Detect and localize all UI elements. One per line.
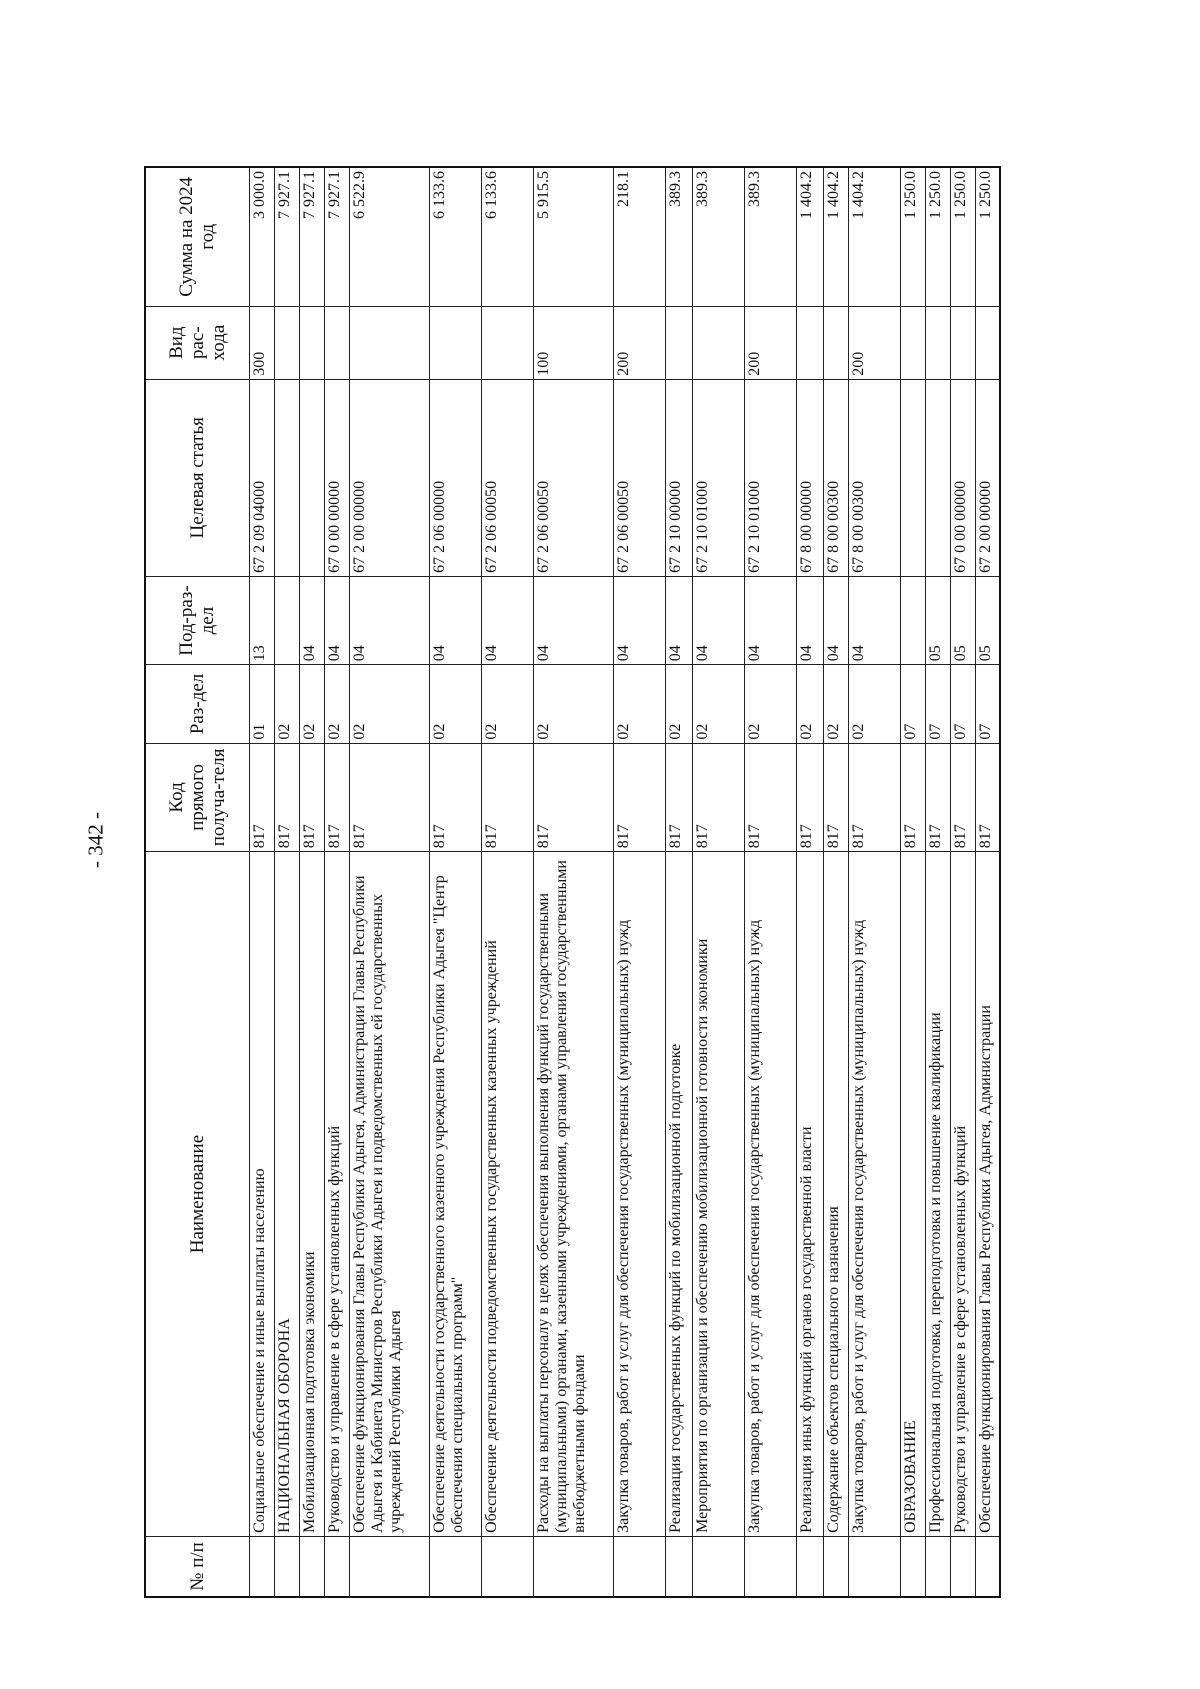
cell-target: 67 0 00 00000 [950,379,975,576]
cell-code: 817 [692,743,744,852]
header-row [145,167,249,1597]
table-row [613,167,665,1597]
cell-target: 67 2 10 01000 [692,379,744,576]
header-name: Наименование [145,852,249,1537]
cell-vid: 200 [613,306,665,379]
header-target: Целевая статья [145,379,249,576]
table-row [848,167,900,1597]
cell-code: 817 [429,743,481,852]
cell-target: 67 8 00 00300 [823,379,848,576]
cell-razdel: 07 [925,665,950,743]
cell-target: 67 2 00 00000 [975,379,1000,576]
cell-vid [796,306,823,379]
cell-code: 817 [274,743,299,852]
cell-code: 817 [975,743,1000,852]
cell-name: Обеспечение деятельности подведомственных государственных казенных учреждений [481,852,533,1537]
cell-razdel: 02 [274,665,299,743]
cell-sum: 1 250.0 [925,167,950,306]
page-number: - 342 - [83,812,108,868]
cell-vid: 100 [533,306,613,379]
table-row [796,167,823,1597]
cell-target: 67 2 06 00000 [429,379,481,576]
cell-code: 817 [349,743,429,852]
cell-name: Руководство и управление в сфере установленных функций [324,852,349,1537]
cell-sum: 6 522.9 [349,167,429,306]
cell-code: 817 [249,743,274,852]
cell-target [274,379,299,576]
cell-name: Реализация иных функций органов государственной власти [796,852,823,1537]
cell-num [692,1536,744,1597]
cell-name: Профессиональная подготовка, переподготовка и повышение квалификации [925,852,950,1537]
cell-code: 817 [823,743,848,852]
table-row [950,167,975,1597]
cell-sum: 3 000.0 [249,167,274,306]
table-row [429,167,481,1597]
table-row [481,167,533,1597]
cell-target: 67 8 00 00000 [796,379,823,576]
cell-vid [975,306,1000,379]
cell-podrazdel: 04 [533,576,613,664]
cell-target: 67 2 06 00050 [533,379,613,576]
cell-target: 67 2 10 00000 [665,379,692,576]
cell-code: 817 [900,743,925,852]
cell-razdel: 02 [613,665,665,743]
table-row [324,167,349,1597]
cell-vid [324,306,349,379]
table-row [249,167,274,1597]
cell-target [900,379,925,576]
cell-razdel: 02 [665,665,692,743]
cell-vid: 200 [848,306,900,379]
cell-podrazdel: 04 [744,576,796,664]
cell-razdel: 02 [533,665,613,743]
cell-target: 67 2 06 00050 [613,379,665,576]
cell-code: 817 [613,743,665,852]
cell-code: 817 [796,743,823,852]
cell-razdel: 07 [950,665,975,743]
table-row [299,167,324,1597]
table-row [744,167,796,1597]
cell-razdel: 02 [744,665,796,743]
cell-code: 817 [744,743,796,852]
cell-vid [665,306,692,379]
cell-podrazdel: 05 [950,576,975,664]
header-vid: Вид рас-хода [145,306,249,379]
cell-razdel: 07 [975,665,1000,743]
header-code: Код прямого получа-теля [145,743,249,852]
cell-vid [692,306,744,379]
cell-razdel: 02 [823,665,848,743]
cell-num [900,1536,925,1597]
cell-vid [823,306,848,379]
cell-podrazdel: 04 [692,576,744,664]
rotated-table-container [144,166,1044,1598]
table-row [274,167,299,1597]
header-num: № п/п [145,1536,249,1597]
cell-podrazdel: 05 [975,576,1000,664]
cell-podrazdel [274,576,299,664]
cell-sum: 7 927.1 [324,167,349,306]
cell-sum: 389.3 [692,167,744,306]
table-row [925,167,950,1597]
table-body [249,167,1000,1597]
cell-podrazdel: 13 [249,576,274,664]
cell-podrazdel: 05 [925,576,950,664]
header-sum: Сумма на 2024 год [145,167,249,306]
cell-podrazdel: 04 [349,576,429,664]
cell-name: Содержание объектов специального назначения [823,852,848,1537]
cell-code: 817 [533,743,613,852]
cell-num [848,1536,900,1597]
table-row [349,167,429,1597]
cell-target: 67 2 06 00050 [481,379,533,576]
cell-razdel: 07 [900,665,925,743]
cell-sum: 1 404.2 [848,167,900,306]
cell-vid [349,306,429,379]
cell-name: ОБРАЗОВАНИЕ [900,852,925,1537]
cell-name: Расходы на выплаты персоналу в целях обеспечения выполнения функций государственными (муниципальными) органами, казенными учреждениями, органами управления государственными внебюджетными фондами [533,852,613,1537]
cell-name: Обеспечение функционирования Главы Республики Адыгея, Администрации Главы Республики Адыгея и Кабинета Министров Республики Адыгея и подведомственных ей государственных учреждений Республики Адыгея [349,852,429,1537]
cell-podrazdel: 04 [613,576,665,664]
cell-sum: 7 927.1 [274,167,299,306]
table-row [665,167,692,1597]
cell-target [299,379,324,576]
cell-target: 67 2 10 01000 [744,379,796,576]
cell-sum: 7 927.1 [299,167,324,306]
cell-razdel: 02 [429,665,481,743]
cell-num [324,1536,349,1597]
cell-num [665,1536,692,1597]
budget-table [144,166,1001,1598]
cell-sum: 6 133.6 [429,167,481,306]
cell-vid [299,306,324,379]
cell-sum: 1 404.2 [823,167,848,306]
cell-razdel: 02 [481,665,533,743]
cell-target: 67 2 00 00000 [349,379,429,576]
cell-razdel: 02 [692,665,744,743]
cell-num [533,1536,613,1597]
cell-sum: 6 133.6 [481,167,533,306]
cell-name: Обеспечение деятельности государственного казенного учреждения Республики Адыгея "Центр обеспечения специальных программ" [429,852,481,1537]
cell-name: Мобилизационная подготовка экономики [299,852,324,1537]
cell-name: Закупка товаров, работ и услуг для обеспечения государственных (муниципальных) нужд [744,852,796,1537]
cell-razdel: 02 [324,665,349,743]
header-razdel: Раз-дел [145,665,249,743]
cell-podrazdel: 04 [429,576,481,664]
cell-vid [481,306,533,379]
cell-razdel: 02 [299,665,324,743]
cell-num [950,1536,975,1597]
cell-name: Обеспечение функционирования Главы Республики Адыгея, Администрации [975,852,1000,1537]
cell-code: 817 [324,743,349,852]
cell-podrazdel [900,576,925,664]
cell-vid [900,306,925,379]
cell-vid [429,306,481,379]
cell-num [925,1536,950,1597]
cell-name: Закупка товаров, работ и услуг для обеспечения государственных (муниципальных) нужд [848,852,900,1537]
cell-num [299,1536,324,1597]
cell-target [925,379,950,576]
cell-code: 817 [665,743,692,852]
cell-vid: 300 [249,306,274,379]
cell-podrazdel: 04 [665,576,692,664]
cell-code: 817 [848,743,900,852]
cell-sum: 1 404.2 [796,167,823,306]
cell-sum: 389.3 [744,167,796,306]
cell-num [429,1536,481,1597]
table-row [692,167,744,1597]
table-row [533,167,613,1597]
cell-vid [950,306,975,379]
cell-num [975,1536,1000,1597]
cell-code: 817 [925,743,950,852]
cell-razdel: 02 [848,665,900,743]
cell-num [349,1536,429,1597]
cell-podrazdel: 04 [848,576,900,664]
cell-vid: 200 [744,306,796,379]
cell-num [613,1536,665,1597]
cell-sum: 218.1 [613,167,665,306]
cell-target: 67 2 09 04000 [249,379,274,576]
cell-podrazdel: 04 [299,576,324,664]
cell-num [823,1536,848,1597]
cell-code: 817 [299,743,324,852]
cell-podrazdel: 04 [823,576,848,664]
cell-target: 67 8 00 00300 [848,379,900,576]
cell-name: Мероприятия по организации и обеспечению мобилизационной готовности экономики [692,852,744,1537]
cell-code: 817 [950,743,975,852]
cell-sum: 1 250.0 [975,167,1000,306]
cell-num [274,1536,299,1597]
cell-name: Социальное обеспечение и иные выплаты населению [249,852,274,1537]
cell-sum: 1 250.0 [900,167,925,306]
table-row [975,167,1000,1597]
cell-razdel: 02 [349,665,429,743]
cell-name: Реализация государственных функций по мобилизационной подготовке [665,852,692,1537]
cell-vid [274,306,299,379]
cell-vid [925,306,950,379]
cell-name: Закупка товаров, работ и услуг для обеспечения государственных (муниципальных) нужд [613,852,665,1537]
cell-podrazdel: 04 [796,576,823,664]
cell-num [744,1536,796,1597]
cell-name: НАЦИОНАЛЬНАЯ ОБОРОНА [274,852,299,1537]
cell-sum: 5 915.5 [533,167,613,306]
header-podrazdel: Под-раз-дел [145,576,249,664]
cell-num [249,1536,274,1597]
cell-razdel: 01 [249,665,274,743]
cell-target: 67 0 00 00000 [324,379,349,576]
cell-razdel: 02 [796,665,823,743]
table-row [823,167,848,1597]
cell-podrazdel: 04 [324,576,349,664]
cell-sum: 1 250.0 [950,167,975,306]
cell-num [796,1536,823,1597]
cell-name: Руководство и управление в сфере установленных функций [950,852,975,1537]
cell-code: 817 [481,743,533,852]
table-row [900,167,925,1597]
cell-num [481,1536,533,1597]
cell-sum: 389.3 [665,167,692,306]
cell-podrazdel: 04 [481,576,533,664]
